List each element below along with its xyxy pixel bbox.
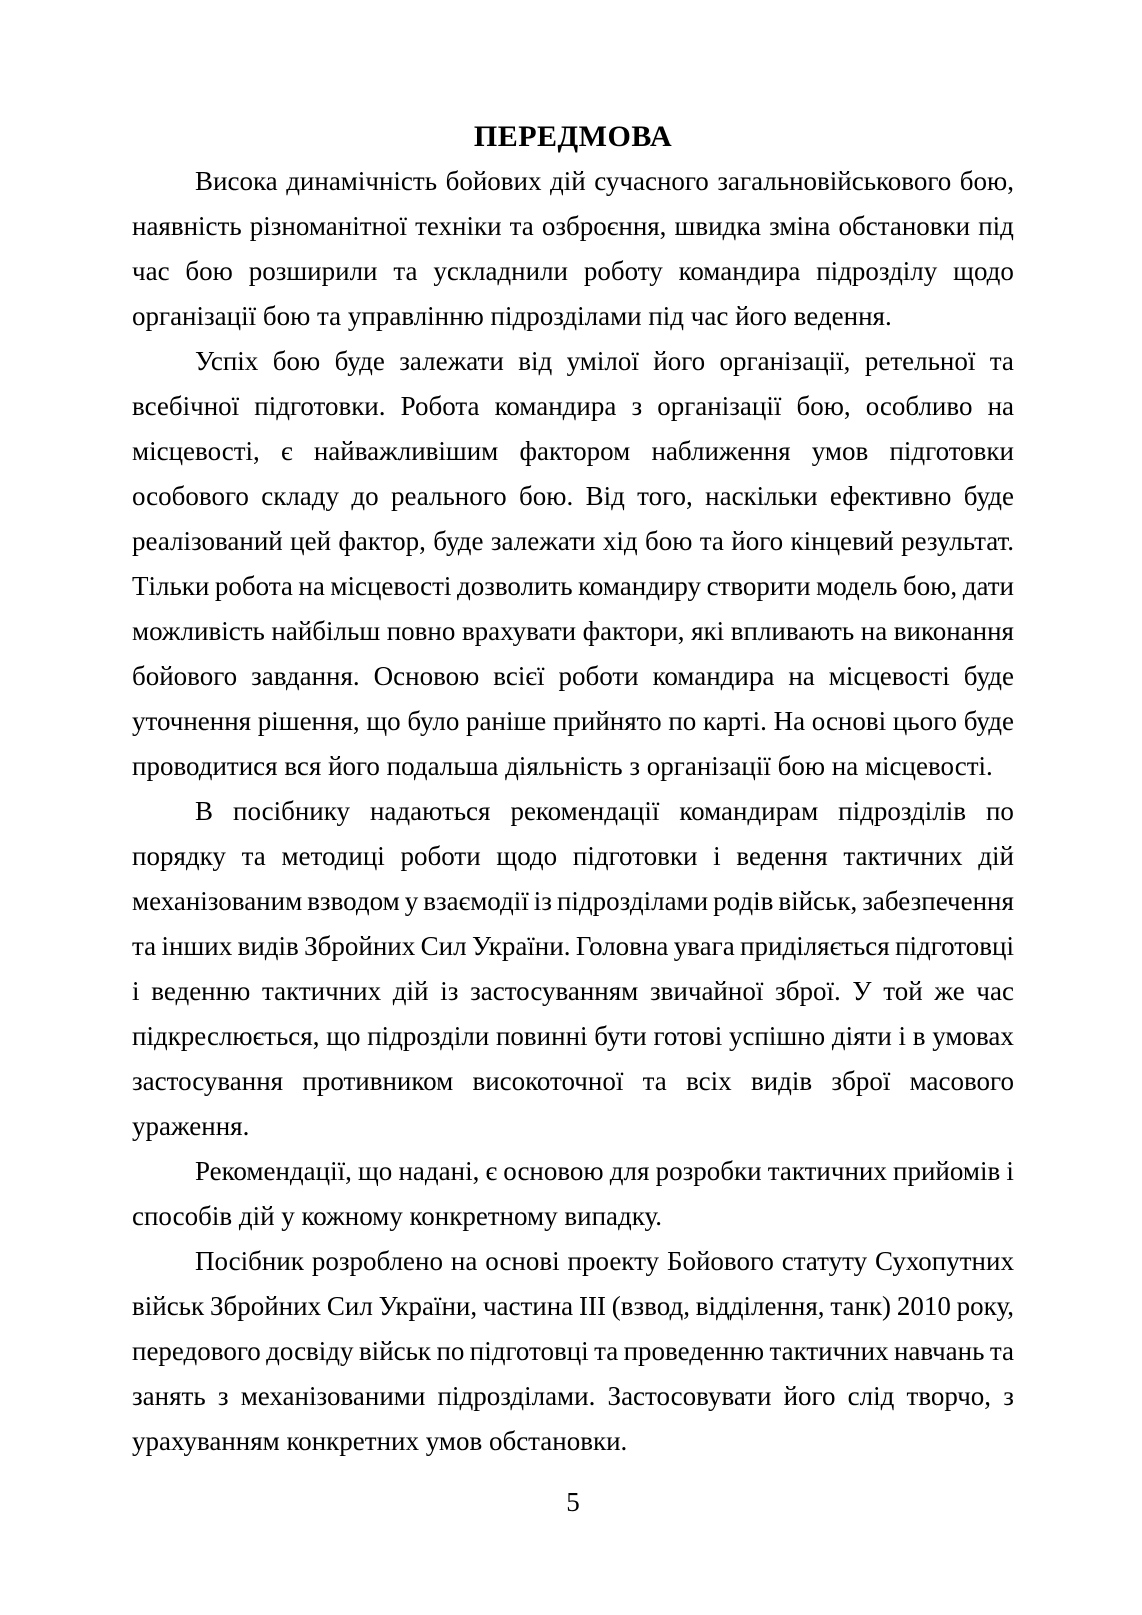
text-line: бойового завдання. Основою всієї роботи командира на місцевості буде xyxy=(132,661,1014,691)
text-line: місцевості, є найважливішим фактором наближення умов підготовки xyxy=(132,436,1014,466)
text-line: застосування противником високоточної та всіх видів зброї масового xyxy=(132,1066,1014,1096)
text-line: В посібнику надаються рекомендації командирам підрозділів по xyxy=(195,796,1014,826)
text-line: наявність різноманітної техніки та озброєння, швидка зміна обстановки під xyxy=(132,211,1014,241)
text-line: та інших видів Збройних Сил України. Головна увага приділяється підготовці xyxy=(132,931,1014,961)
text-line: і веденню тактичних дій із застосуванням звичайної зброї. У той же час xyxy=(132,976,1014,1006)
text-line: час бою розширили та ускладнили роботу командира підрозділу щодо xyxy=(132,256,1014,286)
text-line: уточнення рішення, що було раніше прийнято по карті. На основі цього буде xyxy=(132,706,1014,736)
paragraph xyxy=(132,1239,1014,1464)
text-line: реалізований цей фактор, буде залежати хід бою та його кінцевий результат. xyxy=(132,526,1014,556)
text-line: порядку та методиці роботи щодо підготовки і ведення тактичних дій xyxy=(132,841,1014,871)
text-line: ураження. xyxy=(132,1111,250,1141)
text-line: Тільки робота на місцевості дозволить командиру створити модель бою, дати xyxy=(132,571,1014,601)
text-line: способів дій у кожному конкретному випадку. xyxy=(132,1201,663,1231)
text-line: проводитися вся його подальша діяльність з організації бою на місцевості. xyxy=(132,751,993,781)
text-line: можливість найбільш повно врахувати фактори, які впливають на виконання xyxy=(132,616,1014,646)
text-line: Успіх бою буде залежати від умілої його організації, ретельної та xyxy=(195,346,1014,376)
page-title: ПЕРЕДМОВА xyxy=(473,120,673,153)
text-line: особового складу до реального бою. Від того, наскільки ефективно буде xyxy=(132,481,1014,511)
document-body xyxy=(132,114,1014,1464)
paragraph xyxy=(132,1149,1014,1239)
paragraph xyxy=(132,789,1014,1149)
text-line: урахуванням конкретних умов обстановки. xyxy=(132,1426,628,1456)
text-line: механізованим взводом у взаємодії із підрозділами родів військ, забезпечення xyxy=(132,886,1014,916)
text-line: підкреслюється, що підрозділи повинні бути готові успішно діяти і в умовах xyxy=(132,1021,1014,1051)
page-number: 5 xyxy=(566,1487,580,1517)
text-line: Посібник розроблено на основі проекту Бойового статуту Сухопутних xyxy=(195,1246,1014,1276)
paragraph xyxy=(132,339,1014,789)
paragraph xyxy=(132,159,1014,339)
text-line: організації бою та управлінню підрозділами під час його ведення. xyxy=(132,301,892,331)
text-line: військ Збройних Сил України, частина ІІІ (взвод, відділення, танк) 2010 року, xyxy=(132,1291,1014,1321)
text-line: Висока динамічність бойових дій сучасного загальновійськового бою, xyxy=(195,166,1014,196)
text-line: занять з механізованими підрозділами. Застосовувати його слід творчо, з xyxy=(132,1381,1014,1411)
text-line: Рекомендації, що надані, є основою для розробки тактичних прийомів і xyxy=(195,1156,1014,1186)
text-line: передового досвіду військ по підготовці та проведенню тактичних навчань та xyxy=(132,1336,1014,1366)
text-line: всебічної підготовки. Робота командира з організації бою, особливо на xyxy=(132,391,1014,421)
